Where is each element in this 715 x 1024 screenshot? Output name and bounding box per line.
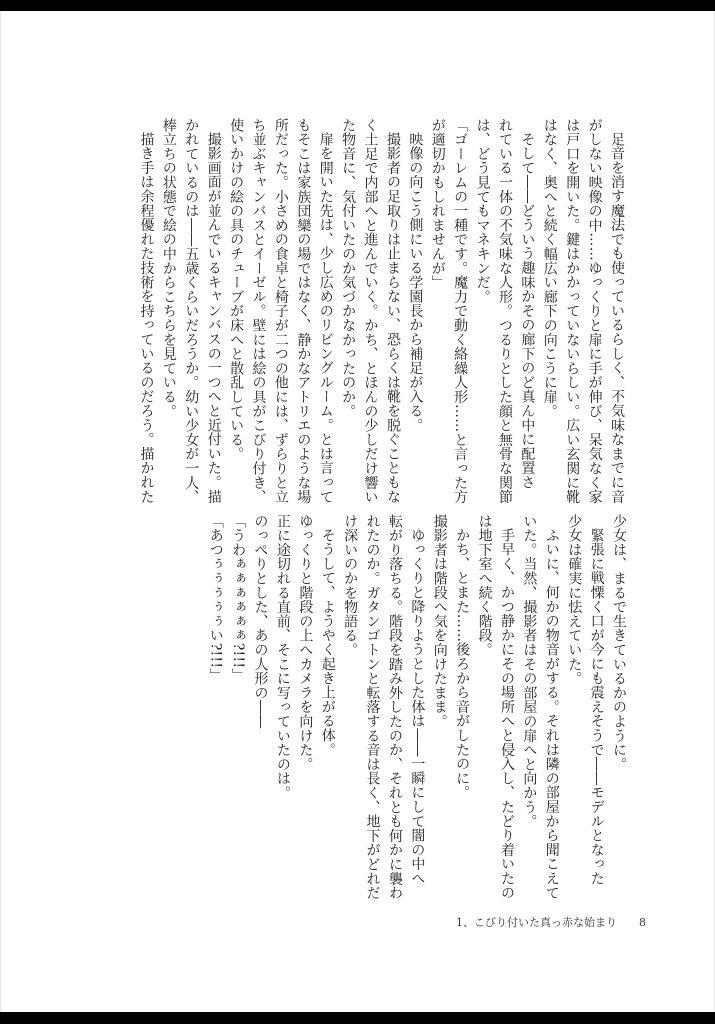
text-line: 足音を消す魔法でも使っているらしく、不気味なまでに音 <box>609 132 625 505</box>
text-line: そして――どういう趣味かその廊下のど真ん中に配置さ <box>519 132 536 490</box>
text-line: 所だった。小さめの食卓と椅子が二つの他には、ずらりと立 <box>272 118 289 505</box>
text-line: く土足で内部へと進んでいく。かち、とほんの少しだけ響い <box>362 118 379 505</box>
text-line: のっぺりとした、あの人形の―― <box>252 514 269 729</box>
text-line: は戸口を開いた。鍵はかかっていないらしい。広い玄関に靴 <box>564 118 581 505</box>
text-line: 「ゴーレムの一種です。魔力で動く絡繰人形……と言った方 <box>452 118 469 505</box>
text-line: ふいに、何かの物音がする。それは隣の部屋から聞こえて <box>543 528 560 901</box>
upper-text-block <box>135 118 628 505</box>
text-line: そうして、ようやく起き上がる体。 <box>319 528 336 758</box>
text-line: 描き手は余程優れた技術を持っているのだろう。描かれた <box>138 132 155 505</box>
text-line: ち並ぶキャンバスとイーゼル。壁には絵の具がこびり付き、 <box>250 118 267 505</box>
text-line: た物音に、気付いたのか気づかなかったのか。 <box>340 118 357 419</box>
book-page <box>0 11 715 1012</box>
text-line: がしない映像の中……ゆっくりと扉に手が伸び、呆気なく家 <box>586 118 603 505</box>
text-line: 撮影者の足取りは止まらない、恐らくは靴を脱ぐこともな <box>384 132 401 505</box>
text-line: ゆっくりと階段の上へカメラを向けた。 <box>297 514 314 772</box>
chapter-title: 1、こびり付いた真っ赤な始まり <box>456 916 617 929</box>
text-line: かれているのは――五歳くらいだろうか。幼い少女が一人、 <box>183 118 200 505</box>
text-line: 緊張に戦慄く口が今にも震えそうで――モデルとなった <box>588 528 605 886</box>
text-line: ゆっくりと降りようとした体は――一瞬にして闇の中へ <box>409 528 426 886</box>
text-line: は地下室へ続く階段。 <box>476 514 493 657</box>
text-line: もそこは家族団欒の場ではなく、静かなアトリエのような場 <box>295 118 312 505</box>
text-line: 撮影画面が並んでいるキャンバスの一つへと近付いた。描 <box>205 132 222 505</box>
page-footer <box>456 914 646 930</box>
text-line: 手早く、かつ静かにその場所へと侵入し、たどり着いたの <box>498 528 515 901</box>
text-line: 少女は、まるで生きているかのように。 <box>611 514 627 772</box>
text-line: 正に途切れる直前、そこに写っていたのは。 <box>274 514 291 800</box>
text-line: け深いのかを物語る。 <box>342 514 359 657</box>
text-line: は、どう見てもマネキンだ。 <box>474 118 491 304</box>
text-line: 棒立ちの状態で絵の中からこちらを見ている。 <box>160 118 177 419</box>
page-number: 8 <box>639 916 646 929</box>
text-line: れている一体の不気味な人形。つるりとした顔と無骨な関節 <box>496 118 513 505</box>
text-line: 扉を開いた先は、少し広めのリビングルーム。とは言って <box>317 132 334 505</box>
text-line: が適切かもしれませんが」 <box>429 118 446 290</box>
text-line: れたのか。ガタンゴトンと転落する音は長く、地下がどれだ <box>364 514 381 901</box>
text-line: いた。当然、撮影者はその部屋の扉へと向かう。 <box>521 514 538 829</box>
text-line: 映像の向こう側にいる学園長から補足が入る。 <box>407 132 424 433</box>
lower-text-block <box>204 514 630 901</box>
text-line: 転がり落ちる。階段を踏み外したのか、それとも何かに襲わ <box>386 514 403 901</box>
text-line: 少女は確実に怯えていた。 <box>566 514 583 686</box>
text-line: 使いかけの絵の具のチューブが床へと散乱している。 <box>228 118 245 462</box>
text-line: 「うわぁぁぁぁぁぁ?!!!」 <box>230 514 247 683</box>
text-line: 撮影者は階段へ気を向けたまま。 <box>431 514 448 729</box>
text-line: かち、とまた……後ろから音がしたのに。 <box>454 528 471 800</box>
text-line: はなく、奥へと続く幅広い廊下の向こうに扉。 <box>541 118 558 419</box>
text-line: 「あつぅぅぅぅぅい?!!!」 <box>207 514 224 683</box>
